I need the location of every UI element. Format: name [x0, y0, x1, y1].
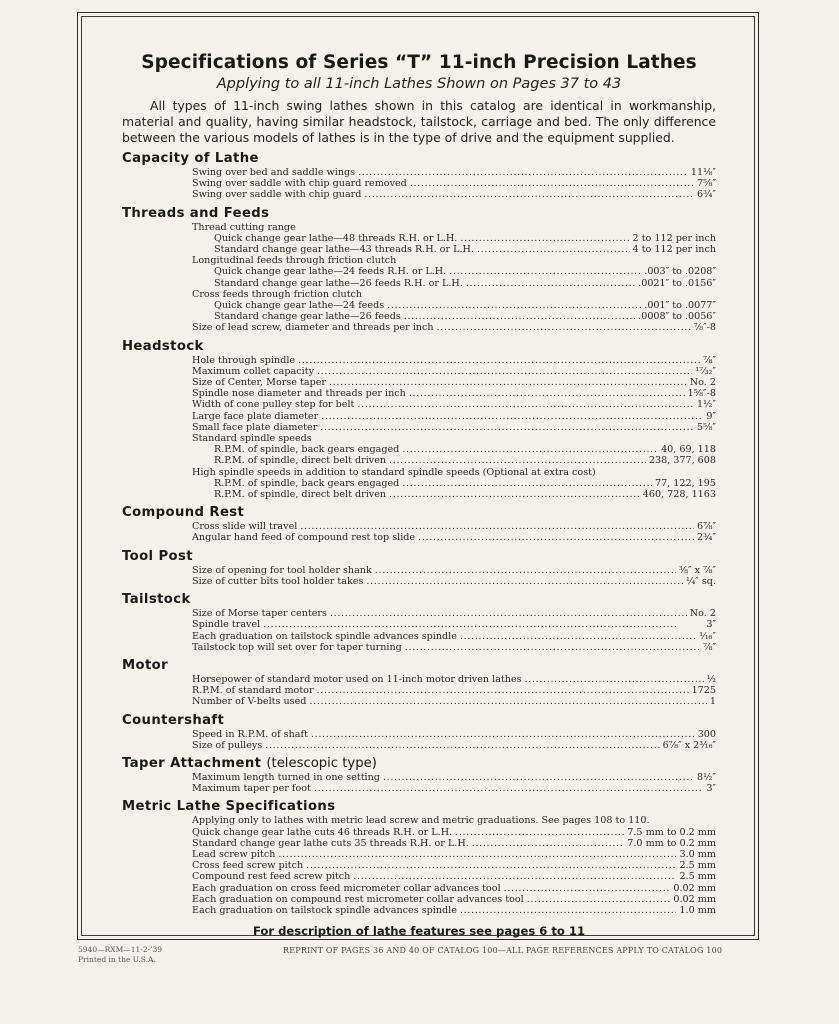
- spec-row: [122, 411, 716, 422]
- section-heading-text: Taper Attachment: [122, 755, 262, 771]
- spec-row: [122, 860, 716, 871]
- dot-leader: [466, 278, 635, 289]
- spec-subheading: Applying only to lathes with metric lead screw and metric graduations. See pages 108 to 110.: [192, 815, 650, 827]
- section-heading-text: Compound Rest: [122, 505, 245, 521]
- spec-label: Size of opening for tool holder shank: [192, 564, 372, 576]
- spec-value: 2 to 112 per inch: [632, 232, 716, 244]
- section-heading-text: Tool Post: [122, 548, 193, 564]
- spec-label: Spindle nose diameter and threads per inch: [192, 388, 406, 400]
- section-heading: [122, 206, 716, 222]
- spec-value: ⅞″-8: [693, 322, 716, 334]
- dot-leader: [402, 478, 652, 489]
- dot-leader: [527, 894, 671, 905]
- section-heading-text: Threads and Feeds: [122, 205, 270, 221]
- spec-label: Width of cone pulley step for belt: [192, 399, 355, 411]
- dot-leader: [265, 740, 659, 751]
- spec-label: Standard change gear lathe—26 feeds R.H. or L.H.: [214, 277, 463, 289]
- page-subtitle: Applying to all 11-inch Lathes Shown on Pages 37 to 43: [216, 76, 622, 92]
- spec-row: [122, 189, 716, 200]
- spec-label: R.P.M. of spindle, back gears engaged: [214, 477, 400, 489]
- spec-value: 7.5 mm to 0.2 mm: [627, 826, 716, 838]
- spec-row: [122, 278, 716, 289]
- spec-label: Standard change gear lathe—26 feeds: [214, 311, 401, 323]
- spec-row: [122, 772, 716, 783]
- spec-label: Size of lead screw, diameter and threads per inch: [192, 322, 434, 334]
- spec-label: Size of Morse taper centers: [192, 608, 327, 620]
- spec-row: [122, 244, 716, 255]
- spec-label: Swing over bed and saddle wings: [192, 167, 356, 178]
- spec-row: [122, 674, 716, 685]
- spec-label: Each graduation on compound rest micrometer collar advances tool: [192, 893, 524, 905]
- dot-leader: [418, 532, 694, 543]
- spec-subheading: Thread cutting range: [192, 221, 296, 233]
- spec-label: Swing over saddle with chip guard: [192, 189, 362, 201]
- section-heading: [122, 592, 716, 608]
- spec-value: 2.5 mm: [679, 871, 716, 883]
- dot-leader: [389, 455, 646, 466]
- spec-value: 0.02 mm: [673, 893, 716, 905]
- spec-row: [122, 696, 716, 707]
- dot-leader: [298, 355, 700, 366]
- spec-sections: [122, 151, 716, 916]
- spec-value: 9″: [706, 410, 716, 422]
- spec-section: [122, 756, 716, 794]
- footer-reprint-note: REPRINT OF PAGES 36 AND 40 OF CATALOG 100—ALL PAGE REFERENCES APPLY TO CATALOG 100: [283, 946, 723, 955]
- dot-leader: [504, 883, 671, 894]
- spec-value: 6⅞″ x 2³⁄₁₆″: [662, 739, 716, 751]
- spec-value: .0008″ to .0056″: [638, 311, 716, 323]
- spec-value: ½: [706, 673, 716, 685]
- spec-value: ⅜″ x ⅞″: [678, 564, 716, 576]
- spec-label: Cross slide will travel: [192, 521, 298, 533]
- section-heading: [122, 151, 716, 167]
- spec-label: Maximum length turned in one setting: [192, 771, 380, 783]
- spec-row: [122, 521, 716, 532]
- spec-value: 3.0 mm: [679, 848, 716, 860]
- spec-label: Compound rest feed screw pitch: [192, 871, 351, 883]
- spec-value: 238, 377, 608: [648, 455, 716, 467]
- spec-row: [122, 576, 716, 587]
- spec-label: R.P.M. of spindle, back gears engaged: [214, 444, 400, 456]
- spec-label: Size of pulleys: [192, 739, 263, 751]
- section-heading-text: Capacity of Lathe: [122, 151, 259, 166]
- dot-leader: [311, 729, 695, 740]
- spec-section: [122, 339, 716, 501]
- spec-value: 40, 69, 118: [661, 444, 716, 456]
- dot-leader: [404, 311, 635, 322]
- spec-row: [122, 894, 716, 905]
- spec-section: [122, 505, 716, 543]
- intro-paragraph: All types of 11-inch swing lathes shown in this catalog are identical in workmanship, material and quality, having similar headstock, tailstock, carriage and bed. The only difference between the various models of lathes is in the type of drive and the equipment supplied.: [122, 98, 716, 145]
- spec-label: Size of cutter bits tool holder takes: [192, 575, 364, 587]
- spec-label: Each graduation on tailstock spindle advances spindle: [192, 904, 457, 916]
- dot-leader: [437, 322, 691, 333]
- dot-leader: [410, 178, 694, 189]
- footer-code: 5940—RXM—11-2-’39: [78, 945, 163, 954]
- spec-label: Quick change gear lathe—48 threads R.H. or L.H.: [214, 232, 458, 244]
- dot-leader: [364, 189, 694, 200]
- spec-value: 1.0 mm: [679, 904, 716, 916]
- dot-leader: [402, 444, 658, 455]
- spec-label: Speed in R.P.M. of shaft: [192, 728, 308, 740]
- dot-leader: [383, 772, 694, 783]
- dot-leader: [320, 422, 694, 433]
- spec-label: Spindle travel: [192, 619, 261, 631]
- spec-row: [122, 838, 716, 849]
- spec-row: [122, 489, 716, 500]
- section-heading: [122, 505, 716, 521]
- spec-value: No. 2: [689, 377, 716, 389]
- spec-row: [122, 631, 716, 642]
- dot-leader: [306, 860, 676, 871]
- spec-row: [122, 642, 716, 653]
- spec-value: 1725: [691, 685, 716, 697]
- spec-row: [122, 619, 716, 630]
- dot-leader: [389, 489, 640, 500]
- spec-value: ⅞″: [703, 354, 716, 366]
- dot-leader: [449, 266, 641, 277]
- section-heading-note: (telescopic type): [266, 755, 377, 771]
- dot-leader: [358, 167, 688, 178]
- spec-row: [122, 871, 716, 882]
- section-heading-text: Motor: [122, 657, 169, 673]
- spec-value: No. 2: [689, 608, 716, 620]
- spec-value: 77, 122, 195: [654, 477, 716, 489]
- spec-sheet: [122, 50, 716, 938]
- spec-value: 6¾″: [697, 189, 716, 201]
- spec-row: [122, 167, 716, 178]
- spec-section: [122, 549, 716, 587]
- spec-section: [122, 799, 716, 916]
- spec-value: .0021″ to .0156″: [638, 277, 716, 289]
- spec-value: 2.5 mm: [679, 860, 716, 872]
- spec-value: 300: [697, 728, 716, 740]
- dot-leader: [263, 619, 703, 630]
- footer-print-code: [78, 945, 162, 965]
- spec-subheading: Standard spindle speeds: [192, 433, 312, 445]
- dot-leader: [375, 565, 676, 576]
- spec-row: [122, 905, 716, 916]
- dot-leader: [460, 631, 696, 642]
- spec-value: 7.0 mm to 0.2 mm: [627, 837, 716, 849]
- spec-label: Small face plate diameter: [192, 421, 318, 433]
- section-heading-text: Countershaft: [122, 712, 225, 728]
- section-heading: [122, 799, 716, 815]
- dot-leader: [329, 377, 687, 388]
- dot-leader: [460, 233, 629, 244]
- dot-leader: [317, 685, 689, 696]
- spec-row: [122, 422, 716, 433]
- spec-value: ¹⁷⁄₃₂″: [695, 365, 716, 377]
- dot-leader: [317, 366, 692, 377]
- spec-row: [122, 455, 716, 466]
- spec-row: [122, 783, 716, 794]
- spec-value: .003″ to .0208″: [644, 266, 716, 278]
- spec-label: Each graduation on cross feed micrometer collar advances tool: [192, 882, 501, 894]
- dot-leader: [366, 576, 683, 587]
- section-heading: [122, 658, 716, 674]
- spec-section: [122, 658, 716, 708]
- spec-value: 460, 728, 1163: [642, 489, 716, 501]
- section-heading-text: Metric Lathe Specifications: [122, 799, 336, 815]
- spec-value: 2¾″: [697, 532, 716, 544]
- spec-row: [122, 399, 716, 410]
- spec-label: Standard change gear lathe—43 threads R.H. or L.H.: [214, 244, 474, 256]
- dot-leader: [405, 642, 700, 653]
- spec-row: [122, 377, 716, 388]
- spec-label: Angular hand feed of compound rest top slide: [192, 532, 416, 544]
- spec-value: ⅞″: [703, 641, 716, 653]
- dot-leader: [460, 905, 677, 916]
- spec-label: Lead screw pitch: [192, 848, 276, 860]
- spec-label: Horsepower of standard motor used on 11-inch motor driven lathes: [192, 673, 522, 685]
- spec-row: [122, 266, 716, 277]
- spec-label: R.P.M. of standard motor: [192, 685, 314, 697]
- spec-value: ¼″ sq.: [685, 575, 716, 587]
- spec-value: 7⅝″: [697, 178, 716, 190]
- page-title: Specifications of Series “T” 11-inch Precision Lathes: [141, 52, 697, 73]
- section-heading-text: Headstock: [122, 338, 204, 354]
- spec-label: Quick change gear lathe—24 feeds: [214, 300, 385, 312]
- spec-value: 8½″: [697, 771, 716, 783]
- spec-label: Each graduation on tailstock spindle advances spindle: [192, 630, 457, 642]
- spec-subheading: Cross feeds through friction clutch: [192, 288, 363, 300]
- dot-leader: [477, 244, 630, 255]
- dot-leader: [309, 696, 706, 707]
- spec-row: [122, 532, 716, 543]
- footer-printed: Printed in the U.S.A.: [78, 955, 156, 964]
- spec-row: [122, 322, 716, 333]
- dot-leader: [409, 388, 685, 399]
- dot-leader: [525, 674, 704, 685]
- dot-leader: [357, 399, 694, 410]
- spec-label: R.P.M. of spindle, direct belt driven: [214, 455, 387, 467]
- spec-value: 1: [709, 696, 716, 708]
- spec-label: Maximum taper per foot: [192, 783, 311, 795]
- spec-label: Swing over saddle with chip guard removed: [192, 178, 407, 190]
- spec-value: 5⅝″: [697, 421, 716, 433]
- spec-label: R.P.M. of spindle, direct belt driven: [214, 489, 387, 501]
- dot-leader: [330, 608, 687, 619]
- spec-value: 4 to 112 per inch: [632, 244, 716, 256]
- dot-leader: [278, 849, 676, 860]
- spec-label: Large face plate diameter: [192, 410, 319, 422]
- spec-label: Quick change gear lathe—24 feeds R.H. or L.H.: [214, 266, 447, 278]
- spec-value: 3″: [706, 619, 716, 631]
- spec-label: Maximum collet capacity: [192, 365, 314, 377]
- dot-leader: [314, 783, 703, 794]
- spec-value: 6⅞″: [697, 521, 716, 533]
- dot-leader: [455, 827, 624, 838]
- spec-row: [122, 608, 716, 619]
- spec-row: [122, 178, 716, 189]
- spec-row: [122, 444, 716, 455]
- closing-note: For description of lathe features see pages 6 to 11: [252, 924, 586, 939]
- spec-section: [122, 592, 716, 653]
- spec-row: [122, 311, 716, 322]
- spec-row: [122, 849, 716, 860]
- section-heading: [122, 549, 716, 565]
- spec-section: [122, 713, 716, 751]
- section-heading: [122, 756, 716, 772]
- spec-row: [122, 685, 716, 696]
- spec-label: Hole through spindle: [192, 354, 296, 366]
- spec-row: [122, 729, 716, 740]
- spec-label: Size of Center, Morse taper: [192, 377, 326, 389]
- dot-leader: [321, 411, 703, 422]
- spec-section: [122, 151, 716, 201]
- spec-row: [122, 233, 716, 244]
- spec-row: [122, 355, 716, 366]
- spec-row: [122, 565, 716, 576]
- spec-row: [122, 366, 716, 377]
- spec-row: [122, 827, 716, 838]
- dot-leader: [472, 838, 625, 849]
- spec-row: [122, 883, 716, 894]
- spec-value: 0.02 mm: [673, 882, 716, 894]
- spec-label: Standard change gear lathe cuts 35 threads R.H. or L.H.: [192, 837, 469, 849]
- dot-leader: [300, 521, 694, 532]
- spec-value: 1½″: [697, 399, 716, 411]
- spec-row: [122, 740, 716, 751]
- section-heading: [122, 713, 716, 729]
- section-heading-text: Tailstock: [122, 592, 191, 608]
- spec-row: [122, 388, 716, 399]
- spec-value: .001″ to .0077″: [644, 300, 716, 312]
- section-heading: [122, 339, 716, 355]
- spec-value: 11⅛″: [690, 167, 716, 178]
- spec-label: Tailstock top will set over for taper turning: [192, 641, 402, 653]
- spec-row: [122, 300, 716, 311]
- spec-label: Quick change gear lathe cuts 46 threads R.H. or L.H.: [192, 826, 453, 838]
- spec-subheading: High spindle speeds in addition to standard spindle speeds (Optional at extra cost): [192, 466, 596, 478]
- spec-label: Number of V-belts used: [192, 696, 307, 708]
- spec-section: [122, 206, 716, 334]
- spec-label: Cross feed screw pitch: [192, 860, 304, 872]
- spec-value: 3″: [706, 783, 716, 795]
- spec-value: 1⅝″-8: [687, 388, 716, 400]
- spec-subheading: Longitudinal feeds through friction clutch: [192, 255, 397, 267]
- spec-row: [122, 478, 716, 489]
- dot-leader: [353, 871, 676, 882]
- dot-leader: [387, 300, 641, 311]
- spec-value: ¹⁄₁₆″: [699, 630, 716, 642]
